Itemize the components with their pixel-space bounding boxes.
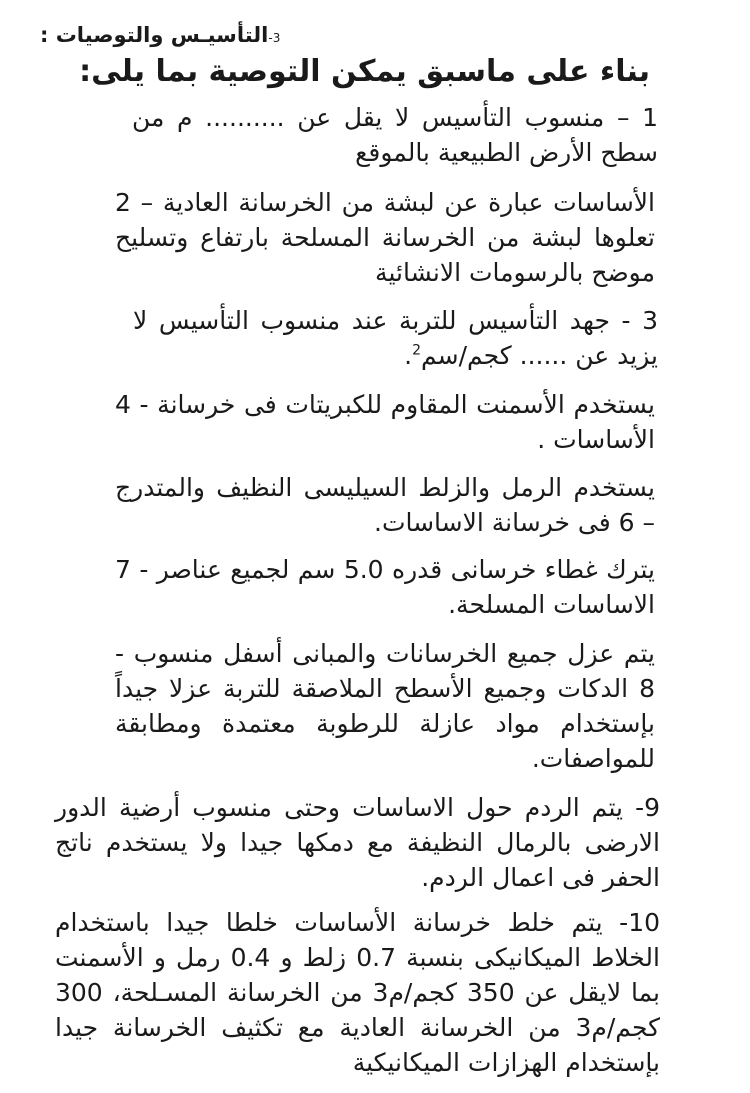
recommendation-item-9: 9- يتم الردم حول الاساسات وحتى منسوب أرضية الدور الارضى بالرمال النظيفة مع دمكها جيدا ولا يستخدم ناتج الحفر فى اعمال الردم. [55,793,660,892]
recommendation-item-1: 1 – منسوب التأسيس لا يقل عن .......... م من سطح الأرض الطبيعية بالموقع [132,103,658,167]
item-3-suffix: . [404,341,413,370]
recommendation-item-7: يترك غطاء خرسانى قدره 5.0 سم لجميع عناصر - 7 الاساسات المسلحة. [115,555,655,619]
recommendation-item-8: يتم عزل جميع الخرسانات والمبانى أسفل منسوب - 8 الدكات وجميع الأسطح الملاصقة للتربة عزلا جيداً بإستخدام مواد عازلة للرطوبة معتمدة ومطابقة للمواصفات. [115,639,655,773]
recommendation-item-4: يستخدم الأسمنت المقاوم للكبريتات فى خرسانة - 4 الأساسات . [115,390,655,454]
recommendation-item-3 [133,303,658,373]
item-3-text: 3 - جهد التأسيس للتربة عند منسوب التأسيس لا يزيد عن ...... كجم/سم [133,306,658,370]
section-title: التأسيـس والتوصيات : [40,23,269,47]
intro-line: بناء على ماسبق يمكن التوصية بما يلى: [79,54,650,89]
section-heading [40,22,310,51]
recommendation-item-10: 10- يتم خلط خرسانة الأساسات خلطا جيدا باستخدام الخلاط الميكانيكى بنسبة 0.7 زلط و 0.4 رمل و الأسمنت بما لايقل عن 350 كجم/م3 من الخرسانة المسـلحة، 300 كجم/م3 من الخرسانة العادية مع تكثيف الخرسانة جيدا بإستخدام الهزازات الميكانيكية [55,908,660,1077]
item-3-superscript: 2 [412,342,421,359]
section-number: 3- [268,31,281,45]
recommendation-item-2: الأساسات عبارة عن لبشة من الخرسانة العادية – 2 تعلوها لبشة من الخرسانة المسلحة بارتفاع وتسليح موضح بالرسومات الانشائية [115,188,655,287]
recommendation-item-6: يستخدم الرمل والزلط السيليسى النظيف والمتدرج – 6 فى خرسانة الاساسات. [115,473,655,537]
